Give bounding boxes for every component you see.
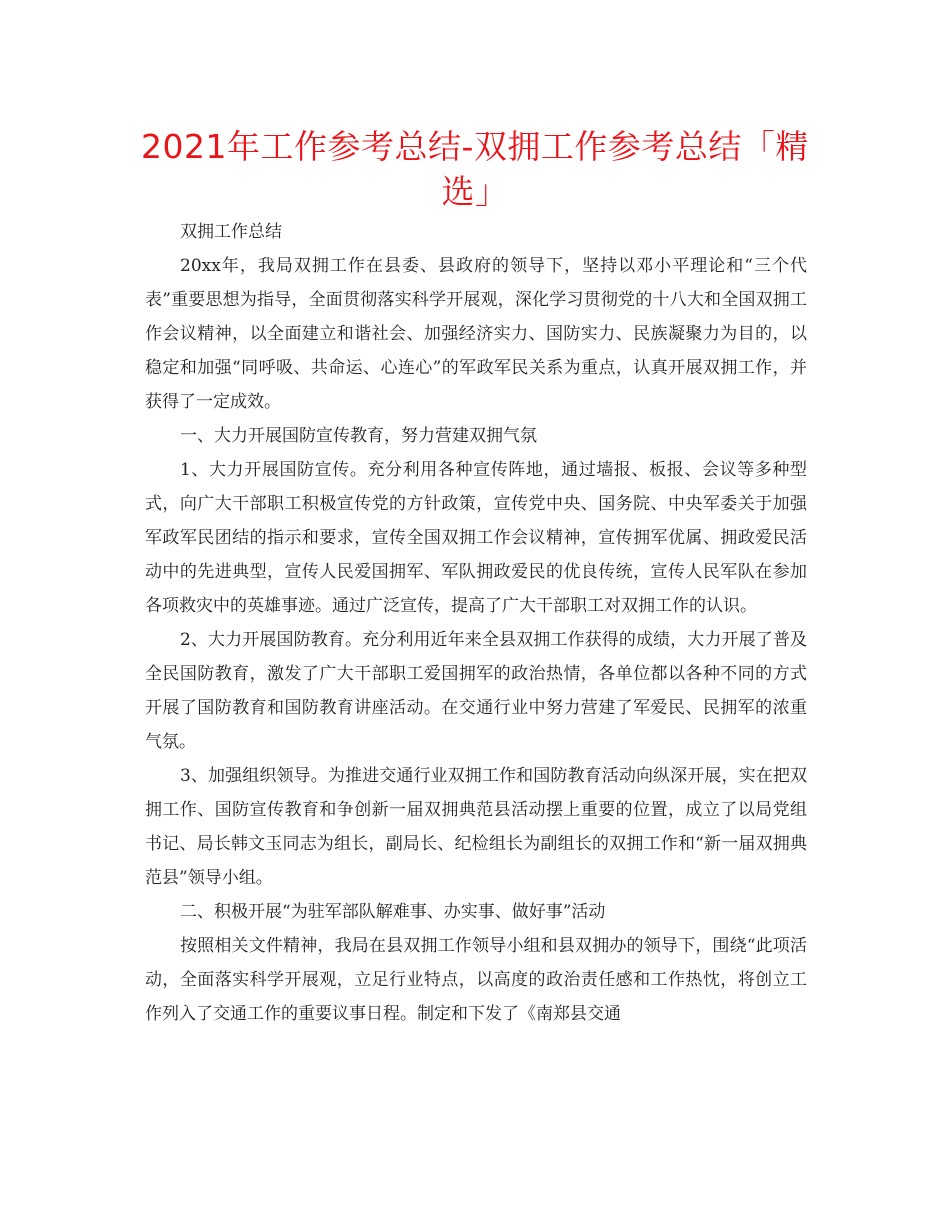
body-paragraph: 2、大力开展国防教育。充分利用近年来全县双拥工作获得的成绩，大力开展了普及全民国防教育，激发了广大干部职工爱国拥军的政治热情，各单位都以各种不同的方式开展了国防教育和国防教育讲座活动。在交通行业中努力营建了军爱民、民拥军的浓重气氛。 bbox=[145, 630, 807, 752]
section-heading: 一、大力开展国防宣传教育，努力营建双拥气氛 bbox=[180, 426, 537, 446]
body-paragraph: 1、大力开展国防宣传。充分利用各种宣传阵地，通过墙报、板报、会议等多种型式，向广大干部职工积极宣传党的方针政策，宣传党中央、国务院、中央军委关于加强军政军民团结的指示和要求，宣传全国双拥工作会议精神，宣传拥军优属、拥政爱民活动中的先进典型，宣传人民爱国拥军、军队拥政爱民的优良传统，宣传人民军队在参加各项救灾中的英雄事迹。通过广泛宣传，提高了广大干部职工对双拥工作的认识。 bbox=[145, 460, 807, 616]
body-paragraph: 按照相关文件精神，我局在县双拥工作领导小组和县双拥办的领导下，围绕“此项活动，全面落实科学开展观，立足行业特点，以高度的政治责任感和工作热忱，将创立工作列入了交通工作的重要议事日程。制定和下发了《南郑县交通 bbox=[145, 936, 807, 1024]
body-paragraph: 20xx年，我局双拥工作在县委、县政府的领导下，坚持以邓小平理论和“三个代表”重要思想为指导，全面贯彻落实科学开展观，深化学习贯彻党的十八大和全国双拥工作会议精神，以全面建立和谐社会、加强经济实力、国防实力、民族凝聚力为目的，以稳定和加强“同呼吸、共命运、心连心”的军政军民关系为重点，认真开展双拥工作，并获得了一定成效。 bbox=[145, 256, 807, 412]
section-heading: 双拥工作总结 bbox=[180, 222, 282, 242]
section-heading: 二、积极开展“为驻军部队解难事、办实事、做好事”活动 bbox=[180, 902, 606, 922]
document-body bbox=[145, 215, 807, 1031]
document-title: 2021年工作参考总结-双拥工作参考总结「精选」 bbox=[141, 127, 809, 211]
body-paragraph: 3、加强组织领导。为推进交通行业双拥工作和国防教育活动向纵深开展，实在把双拥工作、国防宣传教育和争创新一届双拥典范县活动摆上重要的位置，成立了以局党组书记、局长韩文玉同志为组长，副局长、纪检组长为副组长的双拥工作和“新一届双拥典范县”领导小组。 bbox=[145, 766, 807, 888]
